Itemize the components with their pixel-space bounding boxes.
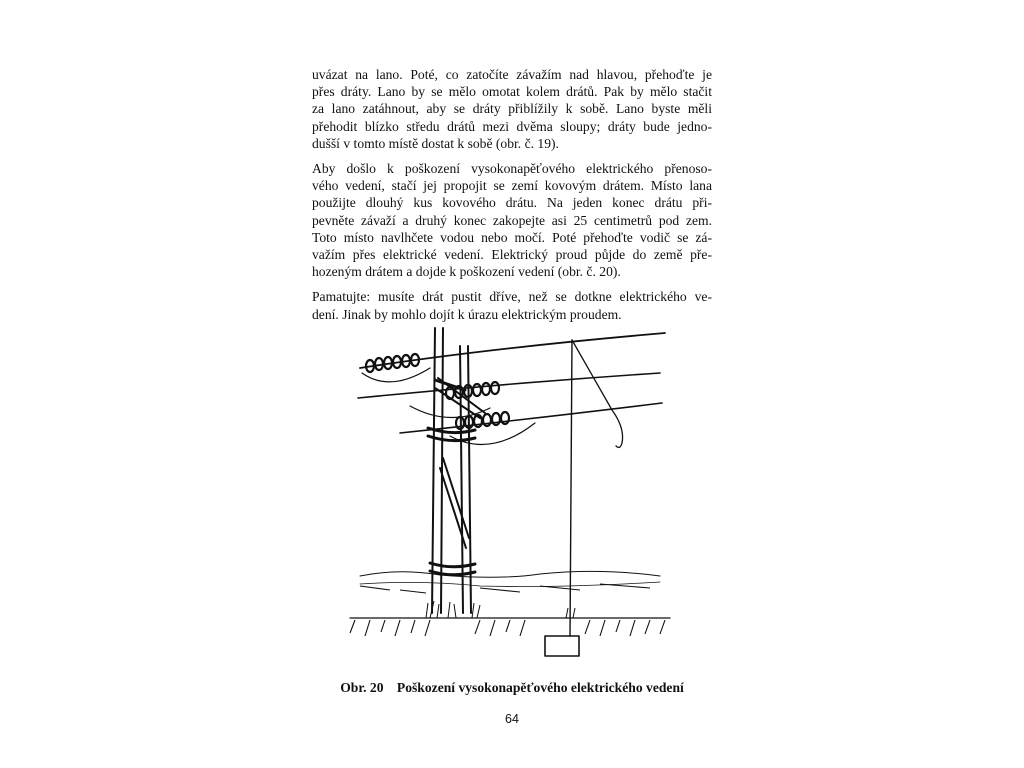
grounding-wire (570, 340, 572, 636)
figure-caption (312, 680, 712, 696)
page-number: 64 (505, 712, 519, 726)
weight-box (545, 636, 579, 656)
text-line: dušší v tomto místě dostat k sobě (obr. č. 19). (312, 135, 559, 151)
wire-middle (358, 373, 660, 398)
caption-title: Poškození vysokonapěťového elektrického vedení (396, 680, 684, 695)
insulator-lower (456, 412, 509, 429)
insulator-top (366, 354, 419, 372)
paragraph-2 (312, 160, 712, 280)
caption-number: Obr. 20 (340, 680, 384, 695)
text-line: važím přes elektrické vedení. Elektrický proud půjde do země pře- (312, 247, 712, 263)
text-line: hozeným drátem a dojde k poškození vedení (obr. č. 20). (312, 264, 621, 280)
power-pole-drawing (340, 318, 680, 663)
text-block (312, 66, 712, 331)
text-line: Aby došlo k poškození vysokonapěťového elektrického přenoso- (312, 161, 712, 177)
text-line: dení. Jinak by mohlo dojít k úrazu elektrickým proudem. (312, 306, 622, 322)
text-line: Toto místo navlhčete vodou nebo močí. Poté přehoďte vodič se zá- (312, 229, 712, 245)
text-line: za lano zatáhnout, aby se dráty přiblížily k sobě. Lano byste měli (312, 101, 712, 117)
wire-lower (400, 403, 662, 433)
text-line: Pamatujte: musíte drát pustit dříve, než se dotkne elektrického ve- (312, 289, 712, 305)
ground-hatching (350, 584, 665, 636)
text-line: přehodit blízko středu drátů mezi dvěma sloupy; dráty bude jedno- (312, 118, 712, 134)
grass-tufts (426, 601, 575, 618)
text-line: přes dráty. Lano by se mělo omotat kolem drátů. Pak by mělo stačit (312, 84, 712, 100)
power-line-illustration (340, 318, 680, 663)
pole (428, 328, 485, 613)
text-line: vého vedení, stačí jej propojit se zemí kovovým drátem. Místo lana (312, 178, 712, 194)
text-line: uvázat na lano. Poté, co zatočíte závažím nad hlavou, přehoďte je (312, 67, 712, 82)
paragraph-1 (312, 66, 712, 152)
text-line: pevněte závaží a druhý konec zakopejte asi 25 centimetrů pod zem. (312, 212, 712, 228)
wire-top (360, 333, 665, 368)
wire-loop (572, 340, 623, 447)
text-line: použijte dlouhý kus kovového drátu. Na jeden konec drátu při- (312, 195, 712, 211)
